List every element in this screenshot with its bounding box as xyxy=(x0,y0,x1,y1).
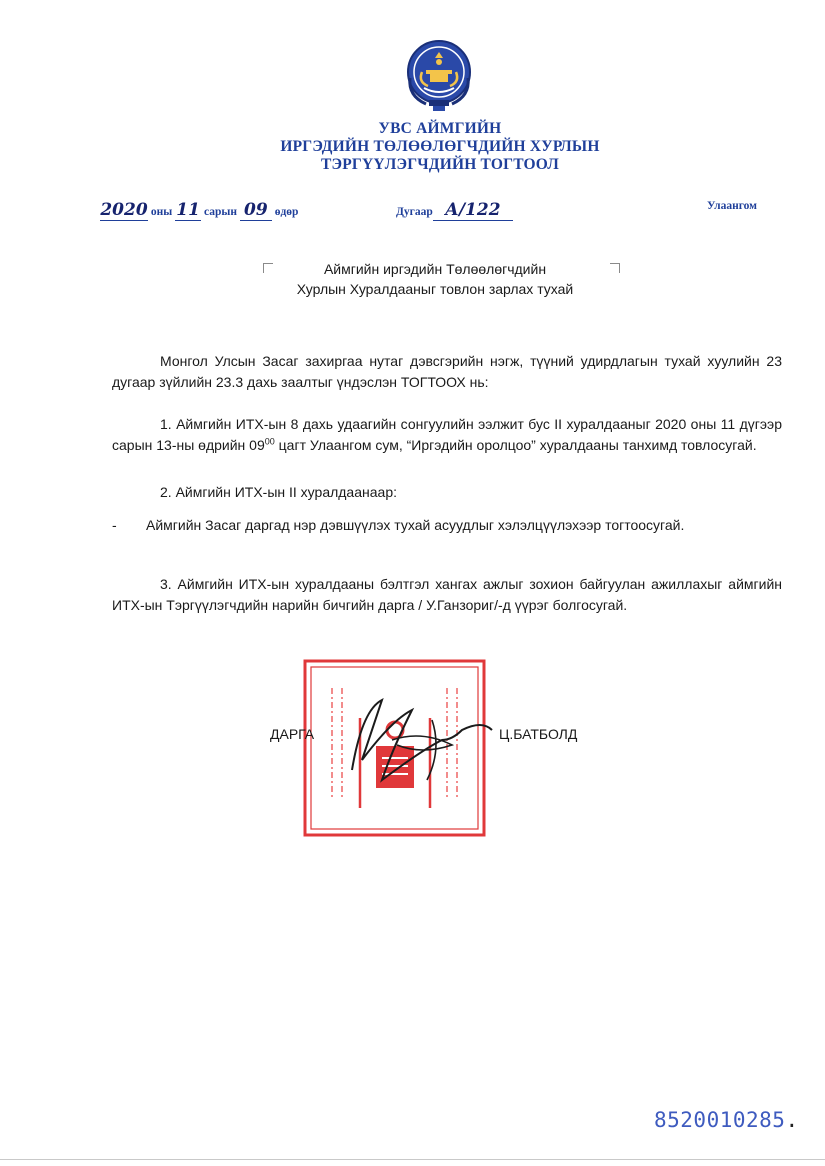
header-line-2: ИРГЭДИЙН ТӨЛӨӨЛӨГЧДИЙН ХУРЛЫН xyxy=(280,138,600,155)
state-emblem-icon xyxy=(402,38,476,114)
date-year: 2020 xyxy=(100,200,148,220)
handwritten-signature xyxy=(332,690,507,790)
item-2-subitem-text: Аймгийн Засаг даргад нэр дэвшүүлэх тухай асуудлыг хэлэлцүүлэхээр тогтоосугай. xyxy=(146,517,685,533)
item-2: 2. Аймгийн ИТХ-ын II хуралдаанаар: xyxy=(160,484,397,500)
subject-line-2: Хурлын Хуралдааныг товлон зарлах тухай xyxy=(296,281,574,297)
item-1 xyxy=(112,414,782,456)
number-value: А/122 xyxy=(433,200,513,221)
serial-number xyxy=(654,1108,799,1132)
date-month-label: сарын xyxy=(203,206,237,218)
item-3: 3. Аймгийн ИТХ-ын хуралдааны бэлтгэл хангах ажлыг зохион байгуулан ажиллахыг аймгийн ИТХ-ын Тэргүүлэгчдийн нарийн бичгийн дарга / У.Ганзориг/-д үүрэг болгосугай. xyxy=(112,576,782,613)
intro-paragraph: Монгол Улсын Засаг захиргаа нутаг дэвсгэрийн нэгж, түүний удирдлагын тухай хуулийн 23 дугаар зүйлийн 23.3 дахь заалтыг үндэслэн ТОГТООХ нь: xyxy=(112,353,782,390)
subject-line-1: Аймгийн иргэдийн Төлөөлөгчдийн xyxy=(323,261,547,277)
header-line-1: УВС АЙМГИЙН xyxy=(378,120,502,137)
date-day-label: өдөр xyxy=(274,206,299,218)
item-2-subitem xyxy=(112,515,782,536)
date-year-label: оны xyxy=(150,206,173,218)
serial-dot: . xyxy=(785,1108,799,1132)
item-2-dash: - xyxy=(112,517,117,533)
date-month: 11 xyxy=(176,200,200,220)
serial-number-value: 8520010285 xyxy=(654,1108,786,1132)
signatory-name: Ц.БАТБОЛД xyxy=(499,726,578,742)
date-day: 09 xyxy=(240,200,272,221)
number-label: Дугаар xyxy=(396,206,433,218)
signatory-title: ДАРГА xyxy=(270,726,315,742)
document-number xyxy=(396,200,513,221)
page-bottom-line xyxy=(0,1159,825,1160)
date-field xyxy=(100,200,298,221)
place: Улаангом xyxy=(707,200,758,212)
item-1-text-end: цагт Улаангом сум, “Иргэдийн оролцоо” хуралдааны танхимд товлосугай. xyxy=(274,437,757,453)
header-line-3: ТЭРГҮҮЛЭГЧДИЙН ТОГТООЛ xyxy=(320,156,560,173)
item-1-text: 1. Аймгийн ИТХ-ын 8 дахь удаагийн сонгуулийн ээлжит бус II хуралдааныг 2020 оны 11 дүгээр сарын 13-ны өдрийн 09 xyxy=(112,416,782,453)
item-1-time-superscript: 00 xyxy=(264,436,275,447)
